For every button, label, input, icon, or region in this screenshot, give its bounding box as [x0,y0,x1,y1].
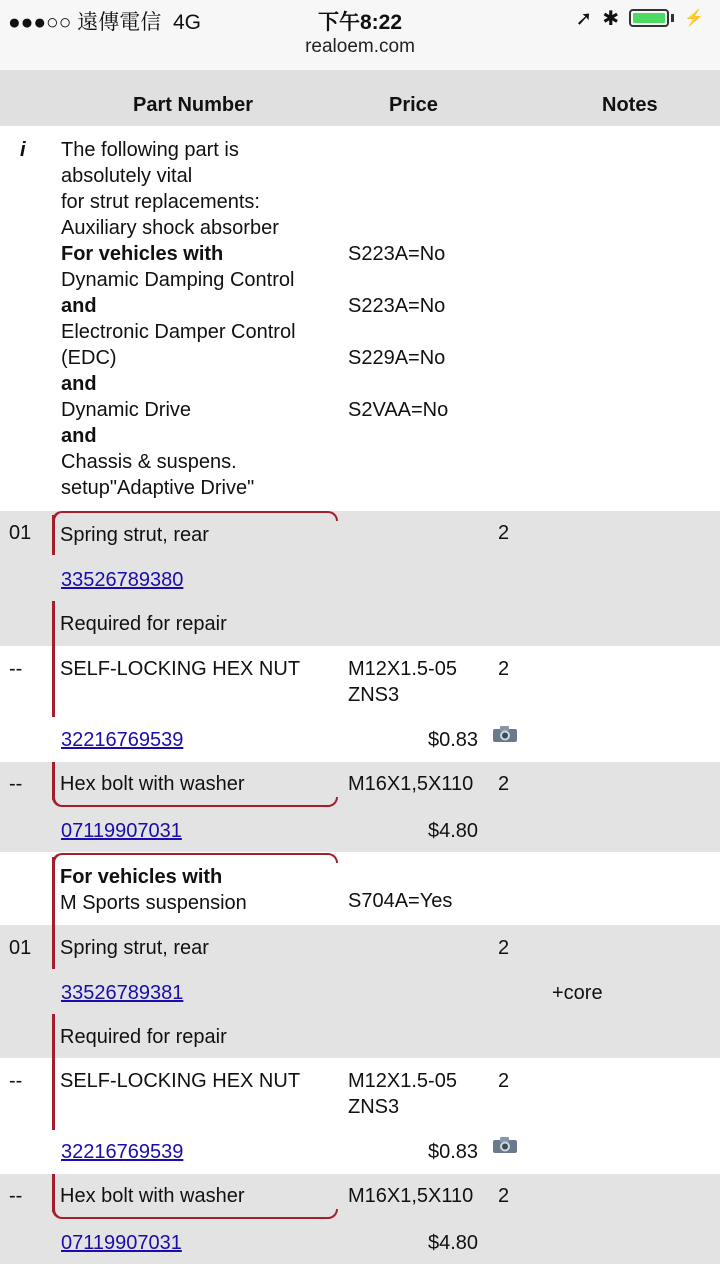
option-code: S223A=No [348,295,446,317]
item-number: 01 [9,937,32,959]
battery-icon [629,9,669,27]
quantity: 2 [498,937,510,959]
part-number-link[interactable]: 33526789381 [61,982,184,1004]
price: $4.80 [428,820,479,842]
part-description: Hex bolt with washer [60,1185,245,1207]
option-code: S704A=Yes [348,890,453,912]
bluetooth-icon: ✱ [602,7,620,30]
clock: 下午8:22 [317,11,403,34]
item-number: 01 [9,522,32,544]
price: $0.83 [428,729,479,751]
charging-icon: ⚡ [684,10,704,27]
info-row: i The following part is absolutely vital for strut replacements: Auxiliary shock absorber For vehicles with Dynamic Damping Control and Electronic Damper Control (EDC) and Dynamic Drive and Chassis & suspens. setup"Adaptive Drive" S223A=No S223A=No S229A=No S2VAA=No [0,126,720,511]
part-number-link[interactable]: 32216769539 [61,729,184,751]
item-number: -- [9,1070,23,1092]
status-bar [0,0,720,36]
quantity: 2 [498,1070,510,1092]
part-number-link[interactable]: 32216769539 [61,1141,184,1163]
part-description: SELF-LOCKING HEX NUT [60,658,301,680]
quantity: 2 [498,658,510,680]
part-description: SELF-LOCKING HEX NUT [60,1070,301,1092]
option-code: S229A=No [348,347,446,369]
supplement: ZNS3 [348,1096,400,1118]
item-number: -- [9,658,23,680]
price: $4.80 [428,1232,479,1254]
note: +core [552,982,603,1004]
col-part-number: Part Number [133,94,254,116]
required-label: Required for repair [60,1026,227,1048]
col-notes: Notes [602,94,658,116]
part-description: Hex bolt with washer [60,773,245,795]
location-arrow-icon: ➚ [575,7,593,30]
group-bracket [52,853,338,863]
group-bracket [52,511,338,521]
item-number: -- [9,773,23,795]
option-code: S2VAA=No [348,399,449,421]
part-number-link[interactable]: 07119907031 [61,1232,182,1254]
required-label: Required for repair [60,613,227,635]
info-icon: i [20,139,26,161]
supplement: M12X1.5-05 [348,1070,457,1092]
item-number: -- [9,1185,23,1207]
camera-icon[interactable] [492,725,518,743]
quantity: 2 [498,1185,510,1207]
supplement: M16X1,5X110 [348,773,474,795]
carrier: ●●●○○ 遠傳電信 4G [8,11,201,34]
price: $0.83 [428,1141,479,1163]
part-description: Spring strut, rear [60,937,209,959]
supplement: ZNS3 [348,684,400,706]
part-description: Spring strut, rear [60,524,209,546]
part-number-link[interactable]: 07119907031 [61,820,182,842]
quantity: 2 [498,773,510,795]
supplement: M16X1,5X110 [348,1185,474,1207]
camera-icon[interactable] [492,1136,518,1154]
supplement: M12X1.5-05 [348,658,457,680]
quantity: 2 [498,522,510,544]
condition-label: For vehicles with [60,866,223,888]
address-bar[interactable]: realoem.com [0,36,720,71]
option-code: S223A=No [348,243,446,265]
col-price: Price [389,94,438,116]
condition-text: M Sports suspension [60,892,247,914]
table-header [0,70,720,126]
part-number-link[interactable]: 33526789380 [61,569,184,591]
